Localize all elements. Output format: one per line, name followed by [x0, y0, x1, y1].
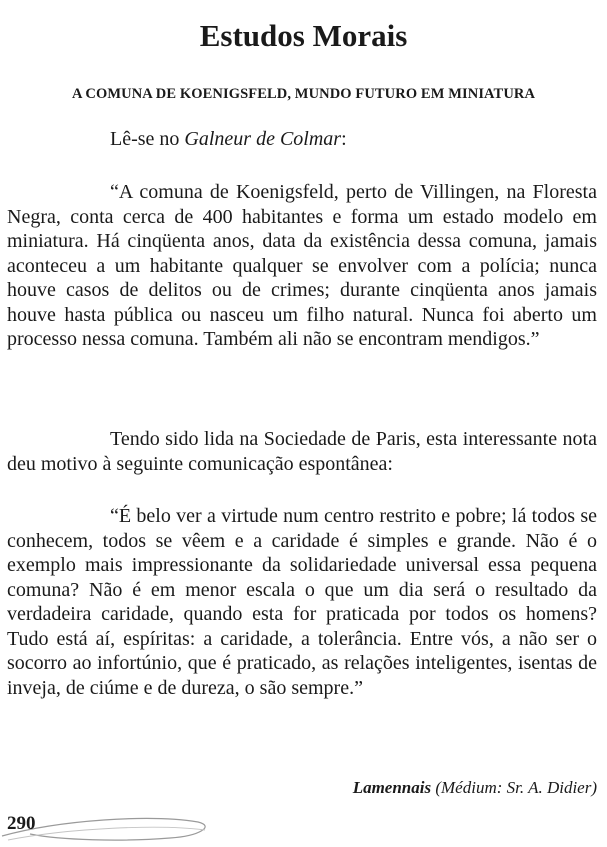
intro-prefix: Lê-se no — [110, 128, 185, 150]
intro-line — [110, 128, 347, 151]
context-paragraph: Tendo sido lida na Sociedade de Paris, esta interessante nota deu motivo à seguinte comunicação espontânea: — [7, 428, 597, 475]
page-title: Estudos Morais — [199, 18, 408, 53]
quote-paragraph: “A comuna de Koenigsfeld, perto de Villingen, na Floresta Negra, conta cerca de 400 habitantes e forma um estado modelo em miniatura. Há cinqüenta anos, data da existência dessa comuna, jamais aconteceu a um habitante qualquer se envolver com a polícia; nunca houve casos de delitos ou de crimes; durante cinqüenta anos jamais houve hasta pública ou nasceu um filho natural. Nunca foi aberto um processo nessa comuna. Também ali não se encontram mendigos.” — [7, 181, 597, 350]
source-title: Galneur de Colmar — [184, 128, 342, 150]
intro-suffix: : — [341, 128, 347, 150]
signature — [353, 778, 597, 798]
communication-paragraph: “É belo ver a virtude num centro restrito e pobre; lá todos se conhecem, todos se vêem e a caridade é simples e grande. Não é o exemplo mais impressionante da solidariedade universal essa pequena comuna? Não é em menor escala o que um dia será o resultado da verdadeira caridade, quando esta for praticada por todos os homens? Tudo está aí, espíritas: a caridade, a tolerância. Entre vós, a não ser o socorro ao infortúnio, que é praticado, as relações inteligentes, isentas de inveja, de ciúme e de dureza, o são sempre.” — [7, 505, 597, 699]
signature-author: Lamennais — [352, 778, 432, 797]
article-subtitle: A COMUNA DE KOENIGSFELD, MUNDO FUTURO EM MINIATURA — [71, 86, 536, 102]
signature-medium: (Médium: Sr. A. Didier) — [431, 778, 597, 797]
page-number: 290 — [7, 813, 36, 834]
